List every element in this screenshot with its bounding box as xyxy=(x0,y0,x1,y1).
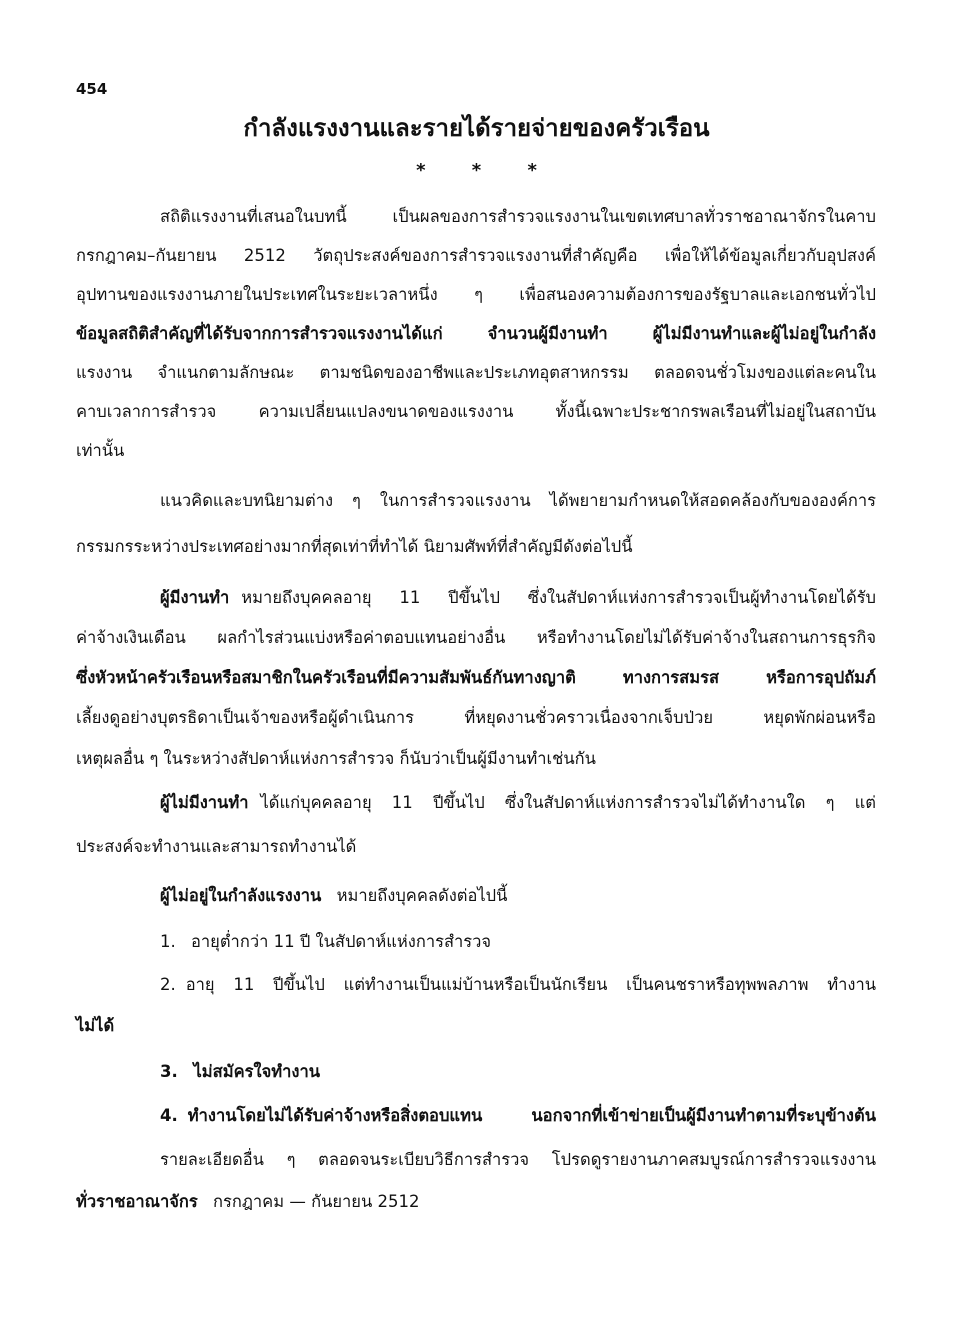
not-in-labor-force-heading xyxy=(160,884,507,908)
list-item-continuation: ไม่ได้ xyxy=(76,1016,115,1035)
paragraph2-line: กรรมกรระหว่างประเทศอย่างมากที่สุดเท่าที่ทำได้ นิยามศัพท์ที่สำคัญมีดังต่อไปนี้ xyxy=(76,537,633,556)
list-item-number: 1. xyxy=(160,932,176,951)
paragraph1-line: เท่านั้น xyxy=(76,441,125,460)
closing-line: รายละเอียดอื่น ๆ ตลอดจนระเบียบวิธีการสำรวจ โปรดดูรายงานภาคสมบูรณ์การสำรวจแรงงาน xyxy=(160,1150,876,1169)
list-item-number: 2. xyxy=(160,975,176,994)
list-item-text: อายุต่ำกว่า 11 ปี ในสัปดาห์แห่งการสำรวจ xyxy=(191,932,492,951)
paragraph1-line: กรกฎาคม–กันยายน 2512 วัตถุประสงค์ของการสำรวจแรงงานที่สำคัญคือ เพื่อให้ได้ข้อมูลเกี่ยวกับอุปสงค์ xyxy=(76,246,876,265)
unemployed-term: ผู้ไม่มีงานทำ xyxy=(160,793,249,812)
employed-term: ผู้มีงานทำ xyxy=(160,588,230,607)
employed-first-line xyxy=(160,586,876,610)
paragraph1-line: แรงงาน จำแนกตามลักษณะ ตามชนิดของอาชีพและประเภทอุตสาหกรรม ตลอดจนชั่วโมงของแต่ละคนใน xyxy=(76,363,876,382)
employed-line: เลี้ยงดูอย่างบุตรธิดาเป็นเจ้าของหรือผู้ดำเนินการ ที่หยุดงานชั่วคราวเนื่องจากเจ็บป่วย หยุดพักผ่อนหรือ xyxy=(76,708,876,727)
paragraph1-line: คาบเวลาการสำรวจ ความเปลี่ยนแปลงขนาดของแรงงาน ทั้งนี้เฉพาะประชากรพลเรือนที่ไม่อยู่ในสถาบัน xyxy=(76,402,876,421)
paragraph1-line: สถิติแรงงานที่เสนอในบทนี้ เป็นผลของการสำรวจแรงงานในเขตเทศบาลทั่วราชอาณาจักรในคาบ xyxy=(160,207,876,226)
unemployed-first-line xyxy=(160,791,876,815)
employed-line: ค่าจ้างเงินเดือน ผลกำไรส่วนแบ่งหรือค่าตอบแทนอย่างอื่น หรือทำงานโดยไม่ได้รับค่าจ้างในสถานการธุรกิจ xyxy=(76,628,876,647)
not-in-labor-force-term: ผู้ไม่อยู่ในกำลังแรงงาน xyxy=(160,886,322,905)
employed-first-line-rest: หมายถึงบุคคลอายุ 11 ปีขึ้นไป ซึ่งในสัปดาห์แห่งการสำรวจเป็นผู้ทำงานโดยได้รับ xyxy=(241,588,876,607)
list-item-number: 3. xyxy=(160,1062,178,1081)
closing-last-bold: ทั่วราชอาณาจักร xyxy=(76,1192,198,1211)
unemployed-line: ประสงค์จะทำงานและสามารถทำงานได้ xyxy=(76,837,357,856)
employed-line: เหตุผลอื่น ๆ ในระหว่างสัปดาห์แห่งการสำรวจ ก็นับว่าเป็นผู้มีงานทำเช่นกัน xyxy=(76,749,596,768)
list-item xyxy=(160,1060,320,1084)
list-item-text: ไม่สมัครใจทำงาน xyxy=(193,1062,320,1081)
paragraph1-line: ข้อมูลสถิติสำคัญที่ได้รับจากการสำรวจแรงงานได้แก่ จำนวนผู้มีงานทำ ผู้ไม่มีงานทำและผู้ไม่อยู่ในกำลัง xyxy=(76,324,876,343)
unemployed-first-line-rest: ได้แก่บุคคลอายุ 11 ปีขึ้นไป ซึ่งในสัปดาห์แห่งการสำรวจไม่ได้ทำงานใด ๆ แต่ xyxy=(260,793,876,812)
closing-last-rest: กรกฎาคม — กันยายน 2512 xyxy=(213,1192,420,1211)
list-item xyxy=(160,1104,876,1128)
paragraph1-line: อุปทานของแรงงานภายในประเทศในระยะเวลาหนึ่ง ๆ เพื่อสนองความต้องการของรัฐบาลและเอกชนทั่วไป xyxy=(76,285,876,304)
list-item-number: 4. xyxy=(160,1106,178,1125)
list-item-text: อายุ 11 ปีขึ้นไป แต่ทำงานเป็นแม่บ้านหรือเป็นนักเรียน เป็นคนชราหรือทุพพลภาพ ทำงาน xyxy=(185,975,876,994)
page-title: กำลังแรงงานและรายได้รายจ่ายของครัวเรือน xyxy=(243,114,710,142)
paragraph2-line: แนวคิดและบทนิยามต่าง ๆ ในการสำรวจแรงงาน ได้พยายามกำหนดให้สอดคล้องกับขององค์การ xyxy=(160,491,876,510)
list-item xyxy=(160,930,491,954)
list-item-text: ทำงานโดยไม่ได้รับค่าจ้างหรือสิ่งตอบแทน นอกจากที่เข้าข่ายเป็นผู้มีงานทำตามที่ระบุข้างต้น xyxy=(187,1106,876,1125)
list-item xyxy=(160,973,876,997)
closing-last-line xyxy=(76,1190,419,1214)
not-in-labor-force-rest: หมายถึงบุคคลดังต่อไปนี้ xyxy=(336,886,508,905)
page-number: 454 xyxy=(76,80,108,98)
employed-line: ซึ่งหัวหน้าครัวเรือนหรือสมาชิกในครัวเรือนที่มีความสัมพันธ์กันทางญาติ ทางการสมรส หรือการอุปถัมภ์ xyxy=(76,668,876,687)
separator-stars: * * * xyxy=(416,160,537,181)
